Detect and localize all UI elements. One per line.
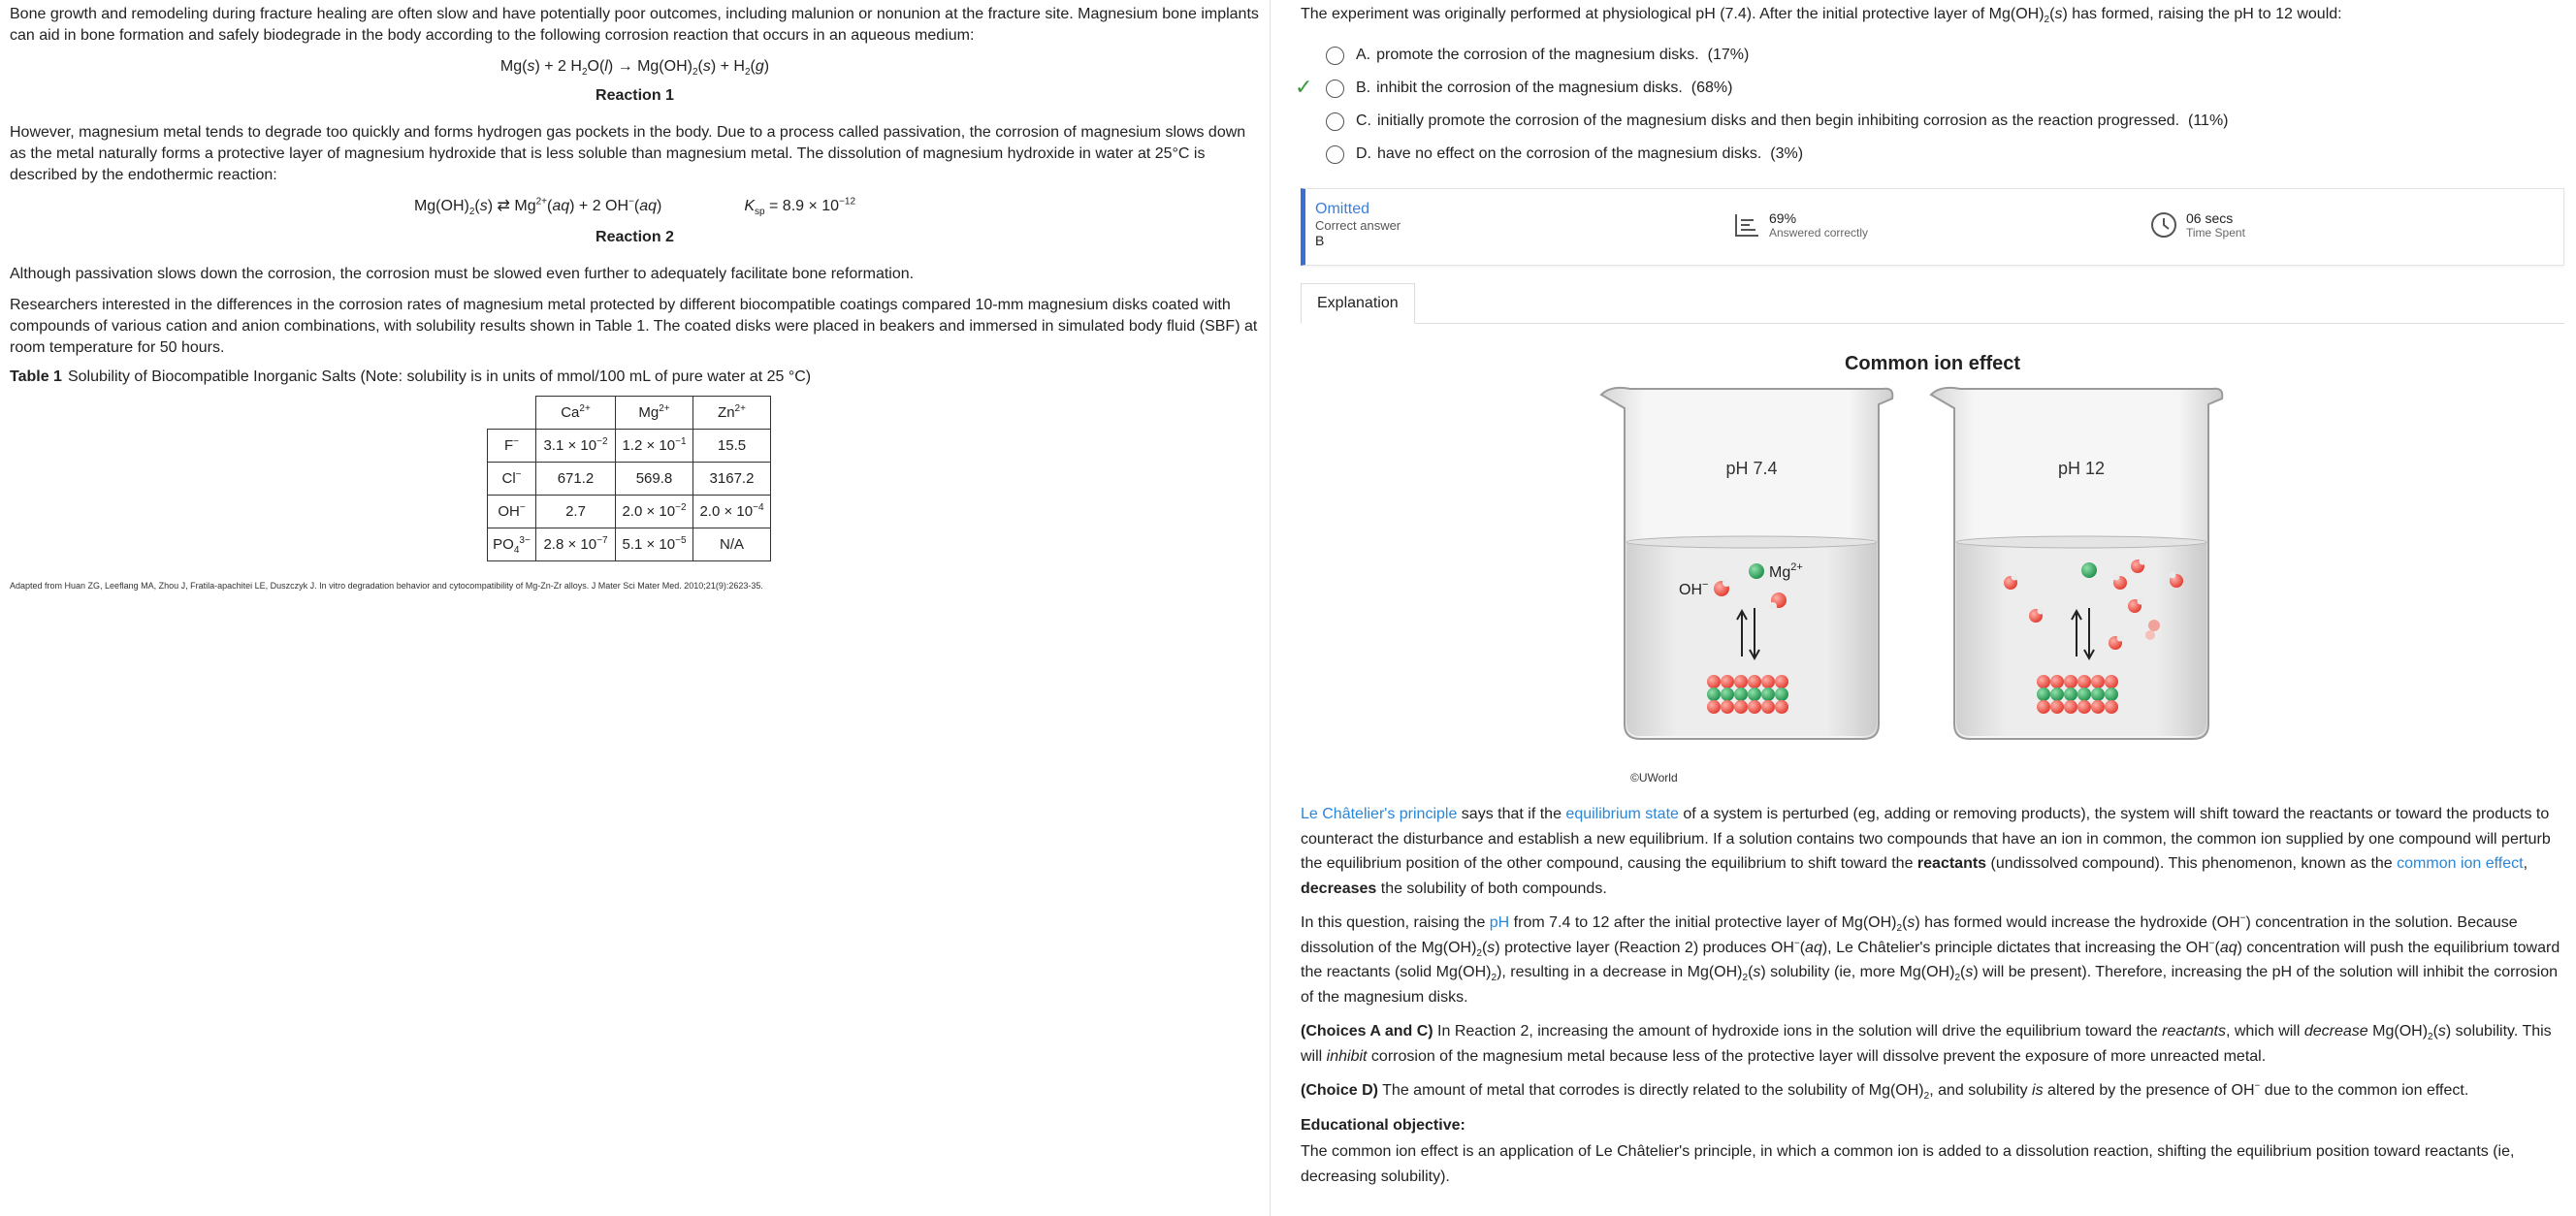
explanation-paragraph-4: (Choice D) The amount of metal that corrodes is directly related to the solubility of $Mg(OH)_2$, and solubility is altered by the presence of OH− due to the common ion effect. [1301,1080,2469,1103]
mg-cell: 569.8 [616,463,693,496]
answer-stats-bar [1301,188,2564,266]
figure-title: Common ion effect [1844,353,2021,374]
reaction-1-label: Reaction 1 [596,87,674,104]
educational-objective-text: The common ion effect is an application of Le Châtelier's principle, in which a common ion is added to a dissolution reaction, shifting the equilibrium position toward reactants (ie, decreasing solubility). [1301,1143,2515,1185]
header-ca: $Ca^{2+}$ [536,397,616,430]
explanation-paragraph-2: In this question, raising the pH from 7.4 to 12 after the initial protective layer of $Mg(OH)_2(s)$ has formed would increase the hydroxide (OH−) concentration in the solution. Because dissolution of the $Mg(OH)_2(s)$ protective layer (Reaction 2) produces OH−(aq), Le Châtelier's principle dictates that increasing the OH−(aq) concentration will push the equilibrium toward the reactants (solid $Mg(OH)_2$), resulting in a decrease in $Mg(OH)_2(s)$ solubility (ie, more $Mg(OH)_2(s)$ will be present). Therefore, increasing the pH of the solution will inhibit the corrosion of the magnesium disks. [1301,912,2560,1006]
reaction-2-label: Reaction 2 [596,229,674,245]
reaction-2-equation: $Mg(OH)_2(s)$ ⇄ $Mg^{2+}(aq) + 2$ OH−(aq) $K_{sp} = 8.9 \times 10^{-12}$ [413,196,856,218]
educational-objective-heading: Educational objective: [1301,1116,1465,1134]
passage-paragraph-3: Although passivation slows down the corrosion, the corrosion must be slowed even further to adequately facilitate bone reformation. [10,266,915,282]
table-row [488,496,771,528]
tab-explanation[interactable]: Explanation [1301,283,1415,324]
zn-cell: 15.5 [693,430,771,463]
radio-button[interactable] [1326,112,1344,131]
radio-button[interactable] [1326,80,1344,98]
beaker-left [1601,388,1892,739]
radio-button[interactable] [1326,145,1344,164]
percent-correct-stat: 69% Answered correctly [1732,210,1868,240]
correct-answer-value: B [1315,233,1325,248]
zn-cell: N/A [693,528,771,561]
link-equilibrium-state[interactable]: equilibrium state [1565,806,1679,822]
beaker-right [1931,388,2222,739]
choice-a[interactable]: A. promote the corrosion of the magnesium disks. (17%) [1301,39,2576,72]
clock-icon [2149,210,2178,240]
ca-cell: 671.2 [536,463,616,496]
link-common-ion-effect[interactable]: common ion effect [2397,855,2524,872]
table-corner-cell [488,397,536,430]
omitted-status: Omitted Correct answer B [1315,201,1401,248]
anion-cell: OH− [488,496,536,528]
mg-label: $Mg^{2+}$ [1769,561,1803,581]
header-mg: $Mg^{2+}$ [616,397,693,430]
mg-cell: $5.1 \times 10^{-5}$ [616,528,693,561]
table-header-row [488,397,771,430]
link-le-chatelier[interactable]: Le Châtelier's principle [1301,806,1458,822]
mg-cell: $2.0 \times 10^{-2}$ [616,496,693,528]
reaction-1-equation: Mg(s) + 2 $H_2O(l) \to Mg(OH)_2(s) + H_2(g)$ [499,58,770,79]
ca-cell: 2.7 [536,496,616,528]
passage-pane [0,0,1271,1216]
correct-check-icon: ✓ [1295,75,1313,99]
choice-d[interactable]: D. have no effect on the corrosion of the magnesium disks. (3%) [1301,138,2576,171]
bar-chart-icon [1732,210,1761,240]
passage-paragraph-2: However, magnesium metal tends to degrade too quickly and forms hydrogen gas pockets in the body. Due to a process called passivation, the corrosion of magnesium slows down as the metal naturally forms a protective layer of magnesium hydroxide that is less soluble than magnesium metal. The dissolution of magnesium hydroxide in water at 25°C is described by the endothermic reaction: [10,124,1246,183]
source-citation: Adapted from Huan ZG, Leeflang MA, Zhou J, Fratila-apachitei LE, Duszczyk J. In vitro degradation behavior and cytocompatibility of Mg-Zn-Zr alloys. J Mater Sci Mater Med. 2010;21(9):2623-35. [10,581,763,591]
anion-cell: Cl− [488,463,536,496]
explanation-paragraph-1: Le Châtelier's principle says that if the equilibrium state of a system is perturbed (eg, adding or removing products), the system will shift toward the reactants or toward the products to counteract the disturbance and establish a new equilibrium. If a solution contains two compounds that have an ion in common, the common ion supplied by one compound will perturb the equilibrium position of the other compound, causing the equilibrium to shift toward the reactants (undissolved compound). This phenomenon, known as the common ion effect, decreases the solubility of both compounds. [1301,806,2551,897]
common-ion-figure [1301,375,2564,802]
left-ph-label: pH 7.4 [1725,459,1778,478]
table-row [488,430,771,463]
question-pane [1272,0,2576,1216]
solubility-table [487,396,771,561]
zn-cell: $2.0 \times 10^{-4}$ [693,496,771,528]
link-ph[interactable]: pH [1489,914,1510,931]
ksp-expression: $K_{sp} = 8.9 \times 10^{-12}$ [744,196,856,218]
explanation-body [1301,802,2564,1189]
radio-button[interactable] [1326,47,1344,65]
time-spent-stat: 06 secs Time Spent [2149,210,2245,240]
oh-label: OH− [1679,579,1709,598]
beakers-illustration [1592,375,2251,763]
table-row [488,528,771,561]
right-ph-label: pH 12 [2057,459,2106,478]
choice-c[interactable]: C. initially promote the corrosion of the magnesium disks and then begin inhibiting corrosion as the reaction progressed. (11%) [1301,105,2576,138]
table-caption: Table 1 Solubility of Biocompatible Inorganic Salts (Note: solubility is in units of mmol/100 mL of pure water at 25 °C) [10,368,812,385]
question-stem: The experiment was originally performed at physiological pH (7.4). After the initial protective layer of $Mg(OH)_2(s)$ has formed, raising the pH to 12 would: [1301,6,2342,26]
passage-paragraph-4: Researchers interested in the differences in the corrosion rates of magnesium metal protected by different biocompatible coatings compared 10-mm magnesium disks coated with compounds of various cation and anion combinations, with solubility results shown in Table 1. The coated disks were placed in beakers and immersed in simulated body fluid (SBF) at room temperature for 50 hours. [10,297,1258,356]
mg-cell: $1.2 \times 10^{-1}$ [616,430,693,463]
table-row [488,463,771,496]
figure-credit: ©UWorld [1630,771,1678,784]
passage-paragraph-1: Bone growth and remodeling during fracture healing are often slow and have potentially poor outcomes, including malunion or nonunion at the fracture site. Magnesium bone implants can aid in bone formation and safely biodegrade in the body according to the following corrosion reaction that occurs in an aqueous medium: [10,6,1259,44]
ca-cell: $3.1 \times 10^{-2}$ [536,430,616,463]
explanation-paragraph-3: (Choices A and C) In Reaction 2, increasing the amount of hydroxide ions in the solution will drive the equilibrium toward the reactants, which will decrease $Mg(OH)_2(s)$ solubility. This will inhibit corrosion of the magnesium metal because less of the protective layer will dissolve prevent the exposure of more unreacted metal. [1301,1023,2552,1065]
zn-cell: 3167.2 [693,463,771,496]
choice-b[interactable]: ✓ B. inhibit the corrosion of the magnesium disks. (68%) [1295,75,1733,99]
ca-cell: $2.8 \times 10^{-7}$ [536,528,616,561]
anion-cell: $PO_4^{3-}$ [488,528,536,561]
anion-cell: F− [488,430,536,463]
header-zn: $Zn^{2+}$ [693,397,771,430]
tab-bar [1301,283,2564,324]
